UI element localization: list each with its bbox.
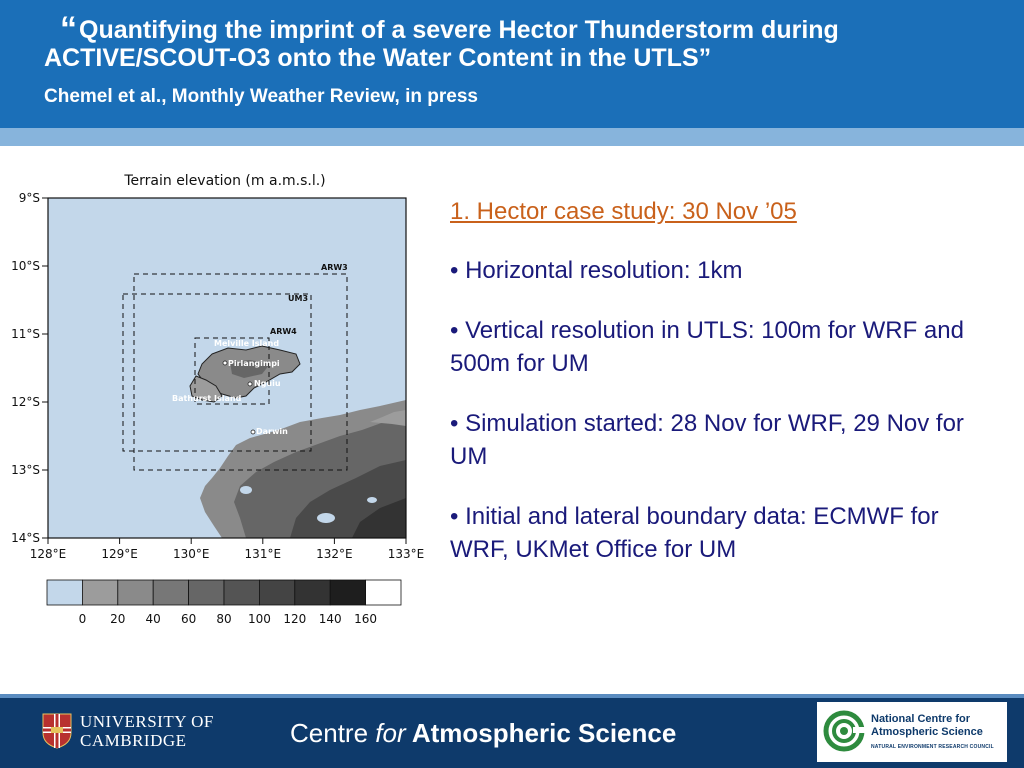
colorbar-tick-label: 0 [78,612,87,626]
colorbar-tick-label: 100 [247,612,271,626]
place-label-darwin: Darwin [256,427,288,436]
slide-title-line-2: ACTIVE/SCOUT-O3 onto the Water Content in the UTLS” [44,44,712,72]
university-line-1: UNIVERSITY OF [80,712,214,731]
colorbar-swatch [153,580,188,605]
colorbar-swatch [259,580,294,605]
ncas-line-1: National Centre for [871,713,971,725]
lon-tick-label: 130°E [172,547,210,561]
lon-tick-label: 129°E [101,547,138,561]
colorbar [47,580,401,605]
centre-prefix: Centre [290,718,376,748]
footer-bar [0,694,1024,768]
colorbar-tick-label: 40 [145,612,161,626]
lon-tick-label: 133°E [387,547,425,561]
ncas-line-2: Atmospheric Science [871,726,983,738]
colorbar-tick-label: 20 [110,612,126,626]
colorbar-swatch [189,580,224,605]
lat-tick-label: 14°S [11,531,40,545]
centre-for: for [375,718,406,748]
place-label-melville-island: Melville Island [214,339,280,348]
lat-tick-label: 10°S [11,259,40,273]
bullet-simulation-start: • Simulation started: 28 Nov for WRF, 29 Nov for UM [450,410,964,470]
ncas-swirl-icon [823,710,865,752]
colorbar-swatch [366,580,401,605]
section-heading: 1. Hector case study: 30 Nov ’05 [450,198,797,225]
place-label-pirlangimpi: Pirlangimpi [228,359,280,368]
colorbar-tick-label: 60 [180,612,197,626]
colorbar-swatch [224,580,259,605]
bullet-boundary-data: • Initial and lateral boundary data: ECMWF for WRF, UKMet Office for UM [450,503,939,563]
citation: Chemel et al., Monthly Weather Review, in press [44,86,478,107]
footer-accent-line [0,694,1024,698]
domain-label-arw3: ARW3 [321,263,348,272]
colorbar-swatch [118,580,153,605]
title-banner [0,0,1024,128]
place-label-nguiu: Nguiu [254,379,281,388]
colorbar-swatch [82,580,117,605]
university-logo [42,712,214,750]
nguiu-marker [248,382,252,386]
place-label-bathurst-island: Bathurst Island [172,394,242,403]
domain-label-arw4: ARW4 [270,327,297,336]
slide-title-text-1: Quantifying the imprint of a severe Hector Thunderstorm during [79,16,839,44]
terrain-map [0,160,440,630]
lat-tick-label: 11°S [11,327,40,341]
university-wordmark [80,712,214,750]
nerc-subtitle: NATURAL ENVIRONMENT RESEARCH COUNCIL [871,744,994,750]
colorbar-swatch [295,580,330,605]
bullet-vertical-resolution: • Vertical resolution in UTLS: 100m for WRF and 500m for UM [450,317,964,377]
bullet-horizontal-resolution: • Horizontal resolution: 1km [450,257,743,284]
colorbar-swatch [330,580,365,605]
lon-tick-label: 131°E [244,547,282,561]
colorbar-swatch [47,580,82,605]
header-stripe [0,128,1024,146]
case-study-summary [450,195,990,593]
colorbar-tick-label: 80 [216,612,232,626]
centre-name [290,718,676,749]
cambridge-shield-icon [42,713,72,749]
ncas-wordmark [871,713,983,739]
lon-tick-label: 128°E [29,547,67,561]
centre-atmospheric-science: Atmospheric Science [405,718,677,748]
lat-tick-label: 12°S [11,395,40,409]
lat-tick-label: 9°S [18,191,40,205]
colorbar-tick-label: 120 [283,612,307,626]
colorbar-tick-label: 160 [354,612,378,626]
ncas-logo [817,702,1007,762]
colorbar-tick-label: 140 [318,612,342,626]
pirlangimpi-marker [223,361,227,365]
lon-tick-label: 132°E [316,547,353,561]
lat-tick-label: 13°S [11,463,40,477]
domain-label-um3: UM3 [288,294,309,303]
open-quote-mark: “ [60,10,77,48]
map-title: Terrain elevation (m a.m.s.l.) [124,173,326,189]
terrain-map-figure [0,160,440,630]
darwin-marker [251,430,255,434]
university-line-2: CAMBRIDGE [80,731,187,750]
